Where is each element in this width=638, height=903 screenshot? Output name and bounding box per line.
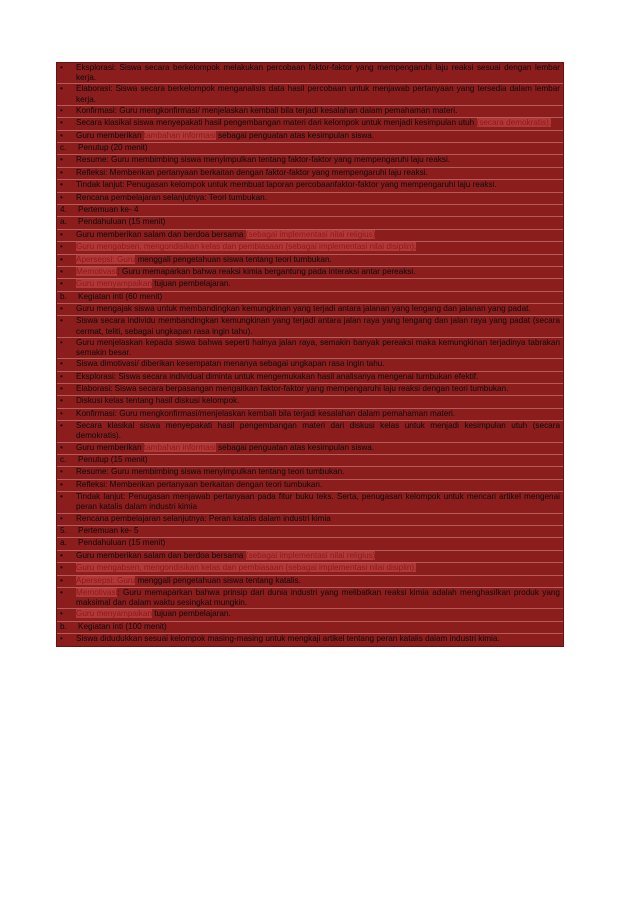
row-text bbox=[76, 168, 563, 179]
text-segment: Pertemuan ke- 5 bbox=[78, 525, 139, 535]
text-segment: Penutup (15 menit) bbox=[78, 455, 148, 465]
bullet-row bbox=[57, 409, 563, 421]
row-text bbox=[76, 338, 563, 358]
row-text bbox=[76, 304, 563, 315]
section-heading-row bbox=[57, 205, 563, 217]
bullet-row bbox=[57, 255, 563, 267]
section-heading-row bbox=[57, 538, 563, 550]
row-text bbox=[76, 622, 563, 633]
row-text bbox=[76, 131, 563, 142]
bullet-row bbox=[57, 118, 563, 130]
text-segment: Diskusi kelas tentang hasil diskusi kelompok. bbox=[76, 396, 240, 406]
bullet-marker: • bbox=[60, 337, 63, 347]
text-segment: Siswa didudukkan sesuai kelompok masing-masing untuk mengkaji artikel tentang peran katalis dalam industri kimia. bbox=[76, 634, 500, 644]
highlighted-text: Apersepsi: Guru bbox=[76, 575, 136, 585]
section-heading-row bbox=[57, 217, 563, 229]
row-text bbox=[76, 180, 563, 191]
row-text bbox=[76, 443, 563, 454]
list-marker: 5. bbox=[60, 525, 67, 535]
text-segment: Tindak lanjut: Penugasan kelompok untuk membuat laporan percobaanfaktor-faktor yang mempengaruhi laju reaksi. bbox=[76, 180, 497, 190]
text-segment: sebagai penguatan atas kesimpulan siswa. bbox=[215, 442, 375, 452]
row-text bbox=[76, 634, 563, 645]
bullet-row bbox=[57, 384, 563, 396]
bullet-marker: • bbox=[60, 155, 63, 165]
bullet-marker: • bbox=[60, 587, 63, 597]
highlighted-text: Guru mengabsen, mengondisikan kelas dan pembiasaan (sebagai implementasi nilai disiplin). bbox=[76, 563, 417, 573]
bullet-row bbox=[57, 563, 563, 575]
bullet-row bbox=[57, 372, 563, 384]
highlighted-text: Memotivasi bbox=[76, 587, 118, 597]
row-text bbox=[76, 514, 563, 525]
bullet-row bbox=[57, 230, 563, 242]
highlighted-text: Guru menyampaikan bbox=[76, 279, 152, 289]
bullet-row bbox=[57, 155, 563, 167]
text-segment: Siswa secara individu membandingkan kemungkinan yang terjadi antara jalan raya yang lengang dan jalan raya yang padat (secara cermat, teliti, sebagai ungkapan rasa ingin tahu). bbox=[76, 316, 560, 336]
bullet-marker: • bbox=[60, 442, 63, 452]
bullet-row bbox=[57, 84, 563, 105]
text-segment: Secara klasikal siswa menyepakati hasil pengembangan materi dari diskusi kelas untuk menjadi kesimpulan utuh (secara demokratis). bbox=[76, 421, 560, 441]
text-segment: : Guru memaparkan bahwa reaksi kimia bergantung pada interaksi antar pereaksi. bbox=[117, 266, 416, 276]
text-segment: Konfirmasi: Guru mengkonfirmasi/ menjelaskan kembali bila terjadi kesalahan dalam pemahaman materi. bbox=[76, 105, 458, 115]
bullet-marker: • bbox=[60, 371, 63, 381]
bullet-marker: • bbox=[60, 479, 63, 489]
text-segment: Resume: Guru membimbing siswa menyimpulkan tentang teori tumbukan. bbox=[76, 467, 345, 477]
row-text bbox=[76, 396, 563, 407]
bullet-row bbox=[57, 304, 563, 316]
row-text bbox=[76, 384, 563, 395]
bullet-marker: • bbox=[60, 242, 63, 252]
text-segment: Eksplorasi: Siswa secara individual diminta untuk mengemukakan hasil analisanya mengenai tumbukan efektif. bbox=[76, 371, 479, 381]
row-text bbox=[76, 279, 563, 290]
list-marker: c. bbox=[60, 142, 67, 152]
text-segment: Guru memberikan salam dan berdoa bersama bbox=[76, 229, 246, 239]
highlighted-text: (sebagai implementasi nilai religius) bbox=[245, 229, 376, 239]
bullet-marker: • bbox=[60, 609, 63, 619]
bullet-marker: • bbox=[60, 304, 63, 314]
row-text bbox=[76, 316, 563, 336]
row-text bbox=[76, 409, 563, 420]
row-text bbox=[76, 467, 563, 478]
bullet-row bbox=[57, 359, 563, 371]
text-segment: Pendahuluan (15 menit) bbox=[78, 538, 166, 548]
row-text bbox=[76, 63, 563, 83]
section-heading-row bbox=[57, 526, 563, 538]
row-text bbox=[76, 143, 563, 154]
text-segment: sebagai penguatan atas kesimpulan siswa. bbox=[215, 130, 375, 140]
row-text bbox=[76, 551, 563, 562]
section-heading-row bbox=[57, 455, 563, 467]
bullet-row bbox=[57, 106, 563, 118]
bullet-row bbox=[57, 267, 563, 279]
row-text bbox=[76, 217, 563, 228]
bullet-row bbox=[57, 467, 563, 479]
bullet-marker: • bbox=[60, 421, 63, 431]
bullet-marker: • bbox=[60, 396, 63, 406]
text-segment: tujuan pembelajaran. bbox=[152, 279, 231, 289]
text-segment: Tindak lanjut: Penugasan menjawab pertanyaan pada fitur buku teks. Serta, penugasan kelompok untuk mencari artikel mengenai peran katalis dalam industri kimia bbox=[76, 492, 560, 512]
text-segment: Guru memberikan bbox=[76, 442, 144, 452]
bullet-marker: • bbox=[60, 192, 63, 202]
text-segment: Guru menjelaskan kepada siswa bahwa seperti halnya jalan raya, semakin banyak pereaksi maka kemungkinan terjadinya tabrakan semakin besar. bbox=[76, 337, 560, 358]
row-text bbox=[76, 205, 563, 216]
list-marker: 4. bbox=[60, 204, 67, 214]
bullet-marker: • bbox=[60, 279, 63, 289]
section-heading-row bbox=[57, 292, 563, 304]
row-text bbox=[76, 372, 563, 383]
bullet-row bbox=[57, 576, 563, 588]
section-heading-row bbox=[57, 622, 563, 634]
text-segment: menggali pengetahuan siswa tentang katalis. bbox=[135, 575, 301, 585]
row-text bbox=[76, 155, 563, 166]
bullet-row bbox=[57, 588, 563, 609]
bullet-row bbox=[57, 242, 563, 254]
bullet-marker: • bbox=[60, 180, 63, 190]
bullet-marker: • bbox=[60, 634, 63, 644]
row-text bbox=[76, 576, 563, 587]
row-text bbox=[76, 609, 563, 620]
row-text bbox=[76, 193, 563, 204]
bullet-row bbox=[57, 443, 563, 455]
text-segment: Eksplorasi: Siswa secara berkelompok melakukan percobaan faktor-faktor yang mempengaruhi laju reaksi sesuai dengan lembar kerja. bbox=[76, 63, 560, 83]
row-text bbox=[76, 84, 563, 104]
bullet-row bbox=[57, 421, 563, 442]
text-segment: : Guru memaparkan bahwa prinsip dari dunia industri yang melibatkan reaksi kimia adalah menghasilkan produk yang maksimal dan dalam waktu sesingkat mungkin. bbox=[76, 587, 560, 608]
bullet-row bbox=[57, 492, 563, 513]
highlighted-text: tambahan informasi bbox=[143, 130, 216, 140]
text-segment: Rencana pembelajaran selanjutnya: Teori tumbukan. bbox=[76, 192, 268, 202]
bullet-marker: • bbox=[60, 266, 63, 276]
bullet-row bbox=[57, 634, 563, 645]
bullet-marker: • bbox=[60, 467, 63, 477]
bullet-marker: • bbox=[60, 118, 63, 128]
bullet-marker: • bbox=[60, 105, 63, 115]
highlighted-text: Memotivasi bbox=[76, 266, 118, 276]
bullet-marker: • bbox=[60, 408, 63, 418]
bullet-marker: • bbox=[60, 84, 63, 94]
bullet-row bbox=[57, 396, 563, 408]
bullet-row bbox=[57, 168, 563, 180]
row-text bbox=[76, 421, 563, 441]
text-segment: Resume: Guru membimbing siswa menyimpulkan tentang faktor-faktor yang mempengaruhi laju reaksi. bbox=[76, 155, 451, 165]
highlighted-text: Guru menyampaikan bbox=[76, 609, 152, 619]
bullet-marker: • bbox=[60, 575, 63, 585]
text-segment: Secara klasikal siswa menyepakati hasil pengembangan materi dari kelompok untuk menjadi kesimpulan utuh bbox=[76, 118, 477, 128]
highlighted-text: tambahan informasi bbox=[143, 442, 216, 452]
bullet-row bbox=[57, 193, 563, 205]
text-segment: Guru memberikan bbox=[76, 130, 144, 140]
text-segment: Penutup (20 menit) bbox=[78, 142, 148, 152]
text-segment: Kegiatan inti (100 menit) bbox=[78, 621, 167, 631]
text-segment: Siswa dimotivasi/ diberikan kesempatan menanya sebagai ungkapan rasa ingin tahu. bbox=[76, 359, 385, 369]
bullet-row bbox=[57, 63, 563, 84]
bullet-marker: • bbox=[60, 492, 63, 502]
highlighted-text: Apersepsi: Guru bbox=[76, 254, 136, 264]
text-segment: Elaborasi: Siswa secara berpasangan mengaitkan faktor-faktor yang mempengaruhi laju reaksi dengan teori tumbukan. bbox=[76, 384, 509, 394]
text-segment: Elaborasi: Siswa secara berkelompok menganalisis data hasil percobaan untuk menjawab pertanyaan yang tersedia dalam lembar kerja. bbox=[76, 84, 560, 104]
row-text bbox=[76, 255, 563, 266]
list-marker: c. bbox=[60, 455, 67, 465]
row-text bbox=[76, 492, 563, 512]
text-segment: Konfirmasi: Guru mengkonfirmasi/menjelaskan kembali bila terjadi kesalahan dalam pemahaman materi. bbox=[76, 408, 456, 418]
text-segment: tujuan pembelajaran. bbox=[152, 609, 231, 619]
text-segment: menggali pengetahuan siswa tentang teori tumbukan. bbox=[135, 254, 332, 264]
bullet-marker: • bbox=[60, 550, 63, 560]
row-text bbox=[76, 106, 563, 117]
highlighted-text: Guru mengabsen, mengondisikan kelas dan pembiasaan (sebagai implementasi nilai disiplin). bbox=[76, 242, 417, 252]
text-segment: Rencana pembelajaran selanjutnya: Peran katalis dalam industri kimia bbox=[76, 513, 331, 523]
row-text bbox=[76, 538, 563, 549]
bullet-row bbox=[57, 551, 563, 563]
bullet-row bbox=[57, 279, 563, 291]
bullet-row bbox=[57, 480, 563, 492]
bullet-marker: • bbox=[60, 229, 63, 239]
text-segment: Pendahuluan (15 menit) bbox=[78, 217, 166, 227]
bullet-marker: • bbox=[60, 563, 63, 573]
bullet-row bbox=[57, 609, 563, 621]
bullet-marker: • bbox=[60, 254, 63, 264]
list-marker: b. bbox=[60, 291, 67, 301]
row-text bbox=[76, 242, 563, 253]
row-text bbox=[76, 526, 563, 537]
row-text bbox=[76, 455, 563, 466]
row-text bbox=[76, 563, 563, 574]
bullet-marker: • bbox=[60, 384, 63, 394]
bullet-marker: • bbox=[60, 130, 63, 140]
text-segment: Guru memberikan salam dan berdoa bersama bbox=[76, 550, 246, 560]
bullet-row bbox=[57, 338, 563, 359]
row-text bbox=[76, 480, 563, 491]
bullet-row bbox=[57, 180, 563, 192]
text-segment: Refleksi: Memberikan pertanyaan berkaitan dengan faktor-faktor yang mempengaruhi laju reaksi. bbox=[76, 167, 428, 177]
list-marker: a. bbox=[60, 217, 67, 227]
bullet-row bbox=[57, 514, 563, 526]
highlighted-text: (sebagai implementasi nilai religius) bbox=[245, 550, 376, 560]
bullet-marker: • bbox=[60, 316, 63, 326]
list-marker: b. bbox=[60, 621, 67, 631]
bullet-marker: • bbox=[60, 359, 63, 369]
bullet-marker: • bbox=[60, 513, 63, 523]
highlighted-text: (secara demokratis). bbox=[476, 118, 552, 128]
text-segment: Refleksi: Memberikan pertanyaan berkaitan dengan teori tumbukan. bbox=[76, 479, 323, 489]
row-text bbox=[76, 588, 563, 608]
bullet-marker: • bbox=[60, 167, 63, 177]
row-text bbox=[76, 359, 563, 370]
text-segment: Guru mengajak siswa untuk membandingkan kemungkinan yang terjadi antara jalanan yang lengang dan jalanan yang padat. bbox=[76, 304, 531, 314]
section-heading-row bbox=[57, 143, 563, 155]
row-text bbox=[76, 118, 563, 129]
text-segment: Kegiatan inti (60 menit) bbox=[78, 291, 163, 301]
row-text bbox=[76, 267, 563, 278]
bullet-row bbox=[57, 316, 563, 337]
text-segment: Pertemuan ke- 4 bbox=[78, 204, 139, 214]
list-marker: a. bbox=[60, 538, 67, 548]
bullet-marker: • bbox=[60, 63, 63, 72]
row-text bbox=[76, 230, 563, 241]
row-text bbox=[76, 292, 563, 303]
bullet-row bbox=[57, 131, 563, 143]
lesson-plan-table bbox=[56, 62, 564, 647]
